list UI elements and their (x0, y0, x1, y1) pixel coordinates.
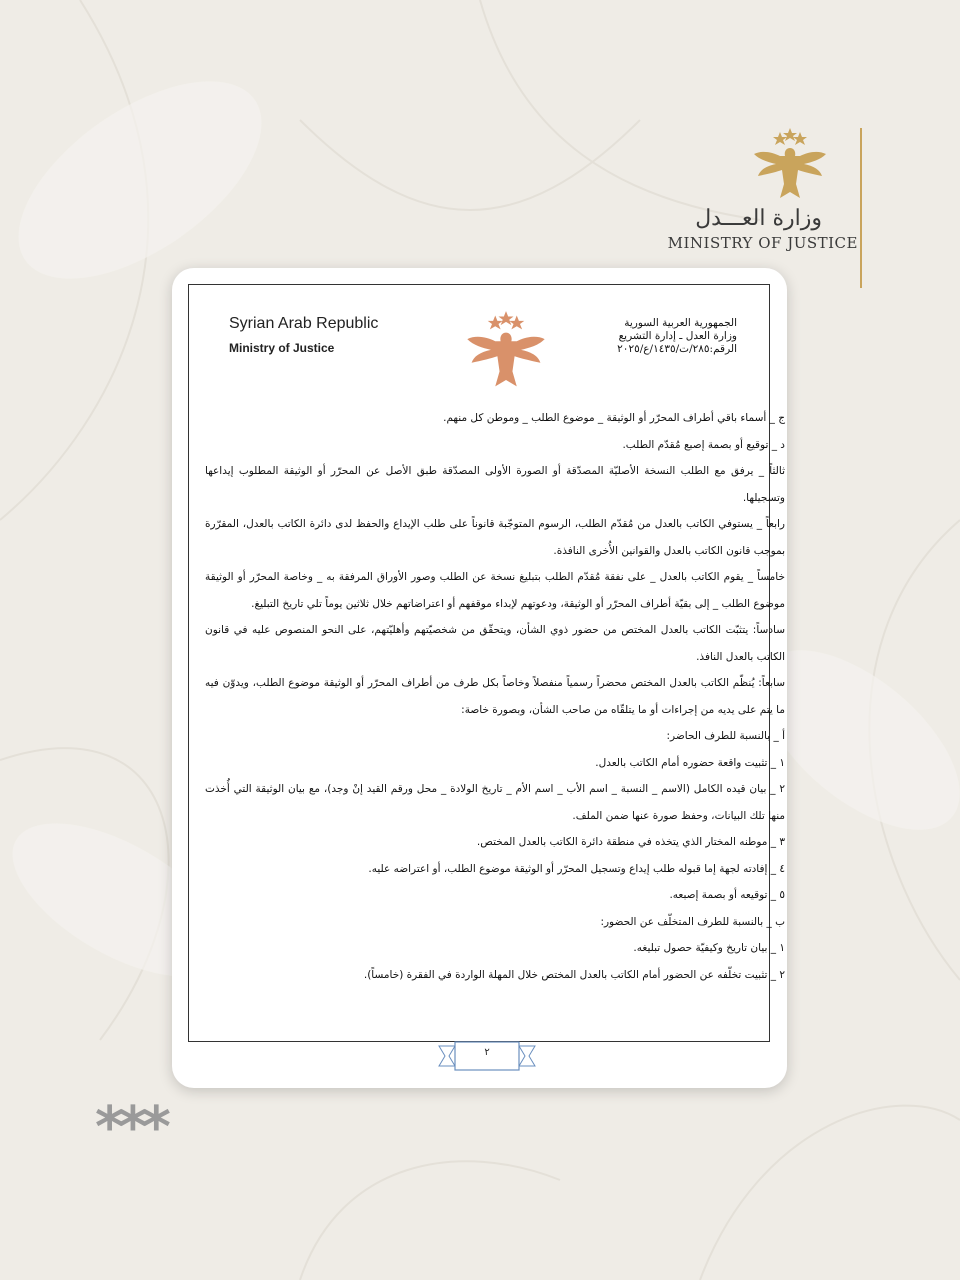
paragraph: ثالثاً _ يرفق مع الطلب النسخة الأصليّة المصدّقة أو الصورة الأولى المصدّقة طبق الأصل عن المحرّر أو الوثيقة المطلوب إيداعها وتسجيلها. (205, 465, 785, 504)
document-card (172, 268, 787, 1088)
paragraph: ١ _ تثبيت واقعة حضوره أمام الكاتب بالعدل. (595, 756, 785, 769)
paragraph: سادساً: يتثبّت الكاتب بالعدل المختص من حضور ذوي الشأن، ويتحقّق من شخصيّتهم وأهليّتهم، على النحو المنصوص عليه في قانون الكاتب بالعدل النافذ. (205, 624, 785, 663)
arabic-header (617, 317, 737, 356)
ministry-brand (640, 120, 870, 290)
english-header (229, 315, 378, 355)
document-eagle-icon (461, 309, 551, 395)
brand-arabic-name: وزارة العـــدل (695, 206, 822, 231)
document-body (205, 405, 785, 988)
document-page (188, 284, 785, 1042)
header-ar-ministry: وزارة العدل ـ إدارة التشريع (618, 330, 737, 342)
eagle-emblem-icon (750, 126, 830, 206)
header-ar-reference: الرقم:٢٨٥/ت/١٤٣٥/ع/٢٠٢٥ (617, 343, 737, 355)
paragraph: د _ توقيع أو بصمة إصبع مُقدّم الطلب. (622, 438, 785, 451)
paragraph: رابعاً _ يستوفي الكاتب بالعدل من مُقدّم الطلب، الرسوم المتوجّبة قانوناً على طلب الإيداع والحفظ لدى دائرة الكاتب بالعدل، المقرّرة بموجب قانون الكاتب بالعدل والقوانين الأُخرى النافذة. (205, 518, 785, 557)
header-ar-country: الجمهورية العربية السورية (624, 317, 737, 329)
brand-english-name: MINISTRY OF JUSTICE (667, 234, 858, 252)
paragraph: سابعاً: يُنظّم الكاتب بالعدل المختص محضراً رسمياً منفصلاً وخاصاً بكل طرف من أطراف المحرّر أو الوثيقة موضوع الطلب، ويدوّن فيه ما يتم على يديه من إجراءات أو ما يتلقّاه من صاحب الشأن، وبصورة خاصة: (205, 677, 785, 716)
decorative-stars: *** (95, 1095, 165, 1160)
header-ministry: Ministry of Justice (229, 341, 335, 355)
header-country: Syrian Arab Republic (229, 315, 379, 332)
paragraph: ٥ _ توقيعه أو بصمة إصبعه. (669, 889, 785, 901)
paragraph: ٢ _ بيان قيده الكامل (الاسم _ النسبة _ اسم الأب _ اسم الأم _ تاريخ الولادة _ محل ورقم القيد إنْ وجد)، مع بيان الوثيقة التي أُخذت منها تلك البيانات، وحفظ صورة عنها ضمن الملف. (205, 783, 785, 822)
brand-divider (860, 128, 862, 288)
paragraph: أ _ بالنسبة للطرف الحاضر: (666, 730, 785, 742)
paragraph: ٤ _ إفادته لجهة إما قبوله طلب إيداع وتسجيل المحرّر أو الوثيقة موضوع الطلب، أو اعتراضه عليه. (368, 862, 785, 875)
paragraph: ج _ أسماء باقي أطراف المحرّر أو الوثيقة _ موضوع الطلب _ وموطن كل منهم. (443, 412, 785, 424)
page-number: ٢ (484, 1047, 490, 1058)
page-number-ribbon (437, 1038, 537, 1074)
paragraph: ٢ _ تثبيت تخلّفه عن الحضور أمام الكاتب بالعدل المختص خلال المهلة الواردة في الفقرة (خامساً). (363, 968, 785, 981)
paragraph: ١ _ بيان تاريخ وكيفيّة حصول تبليغه. (633, 942, 785, 954)
paragraph: ٣ _ موطنه المختار الذي يتخذه في منطقة دائرة الكاتب بالعدل المختص. (476, 836, 785, 848)
paragraph: ب _ بالنسبة للطرف المتخلّف عن الحضور: (600, 915, 785, 928)
paragraph: خامساً _ يقوم الكاتب بالعدل _ على نفقة مُقدّم الطلب بتبليغ نسخة عن الطلب وصور الأوراق المرفقة به _ وخاصة المحرّر أو الوثيقة موضوع الطلب _ إلى بقيّة أطراف المحرّر أو الوثيقة، ودعوتهم لإبداء موقفهم أو اعتراضاتهم خلال ثلاثين يوماً تلي تاريخ التبليغ. (205, 571, 785, 610)
